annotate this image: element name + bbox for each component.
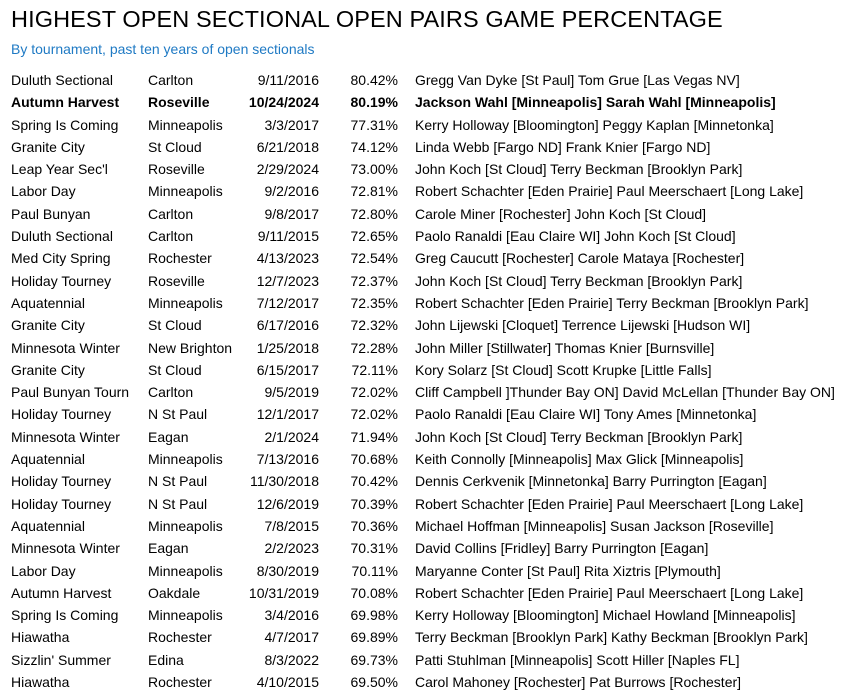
tournament-cell: Minnesota Winter: [11, 540, 120, 557]
percentage-cell: 80.42%: [350, 72, 398, 88]
tournament-cell: Minnesota Winter: [11, 428, 120, 445]
pair-cell: Michael Hoffman [Minneapolis] Susan Jackson [Roseville]: [415, 517, 774, 534]
date-cell: 12/7/2023: [256, 272, 319, 289]
percentage-cell: 72.54%: [350, 250, 398, 267]
location-cell: St Cloud: [148, 361, 202, 378]
tournament-cell: Aquatennial: [11, 451, 85, 468]
pair-cell: Robert Schachter [Eden Prairie] Paul Meerschaert [Long Lake]: [415, 183, 804, 200]
location-cell: Rochester: [148, 674, 212, 691]
date-cell: 10/24/2024: [248, 94, 319, 111]
pair-cell: John Koch [St Cloud] Terry Beckman [Brooklyn Park]: [415, 161, 743, 178]
percentage-cell: 72.80%: [350, 205, 398, 222]
table-row: [0, 91, 850, 113]
tournament-cell: Duluth Sectional: [11, 72, 113, 88]
pair-cell: John Koch [St Cloud] Terry Beckman [Brooklyn Park]: [415, 428, 743, 445]
percentage-cell: 69.73%: [350, 651, 398, 668]
table-row: [0, 493, 850, 515]
percentage-cell: 72.65%: [350, 228, 398, 245]
pair-cell: Jackson Wahl [Minneapolis] Sarah Wahl [Minneapolis]: [415, 94, 776, 111]
location-cell: Carlton: [148, 72, 194, 88]
table-row: [0, 203, 850, 225]
date-cell: 7/12/2017: [256, 294, 319, 311]
table-row: [0, 314, 850, 336]
location-cell: Roseville: [148, 161, 205, 178]
pair-cell: Paolo Ranaldi [Eau Claire WI] Tony Ames [Minnetonka]: [415, 406, 757, 423]
percentage-cell: 70.42%: [350, 473, 398, 490]
date-cell: 6/17/2016: [256, 317, 319, 334]
tournament-cell: Sizzlin' Summer: [11, 651, 111, 668]
percentage-cell: 72.35%: [350, 294, 398, 311]
date-cell: 4/10/2015: [256, 674, 319, 691]
tournament-cell: Holiday Tourney: [11, 406, 112, 423]
percentage-cell: 72.37%: [350, 272, 398, 289]
tournament-cell: Holiday Tourney: [11, 473, 112, 490]
pair-cell: Keith Connolly [Minneapolis] Max Glick [Minneapolis]: [415, 451, 744, 468]
date-cell: 9/11/2016: [257, 72, 319, 88]
tournament-cell: Granite City: [11, 361, 85, 378]
date-cell: 1/25/2018: [256, 339, 319, 356]
table-row: [0, 671, 850, 693]
percentage-cell: 73.00%: [350, 161, 398, 178]
location-cell: Rochester: [148, 250, 212, 267]
pair-cell: John Miller [Stillwater] Thomas Knier [Burnsville]: [415, 339, 715, 356]
location-cell: Roseville: [148, 94, 210, 111]
location-cell: N St Paul: [148, 495, 208, 512]
percentage-cell: 72.02%: [350, 406, 398, 423]
tournament-cell: Paul Bunyan: [11, 205, 91, 222]
date-cell: 6/21/2018: [256, 138, 319, 155]
pair-cell: John Koch [St Cloud] Terry Beckman [Brooklyn Park]: [415, 272, 743, 289]
pair-cell: Carole Miner [Rochester] John Koch [St Cloud]: [415, 205, 707, 222]
date-cell: 3/4/2016: [264, 607, 319, 624]
percentage-cell: 70.11%: [351, 562, 398, 579]
percentage-cell: 80.19%: [350, 94, 398, 111]
tournament-cell: Autumn Harvest: [11, 94, 120, 111]
pair-cell: Greg Caucutt [Rochester] Carole Mataya [Rochester]: [415, 250, 745, 267]
location-cell: Roseville: [148, 272, 205, 289]
percentage-cell: 72.32%: [350, 317, 398, 334]
table-row: [0, 470, 850, 492]
location-cell: Minneapolis: [148, 607, 223, 624]
pair-cell: Robert Schachter [Eden Prairie] Terry Beckman [Brooklyn Park]: [415, 294, 809, 311]
location-cell: Edina: [148, 651, 184, 668]
location-cell: Eagan: [148, 428, 189, 445]
tournament-cell: Autumn Harvest: [11, 584, 112, 601]
date-cell: 9/8/2017: [264, 205, 319, 222]
table-row: [0, 158, 850, 180]
percentage-cell: 69.50%: [350, 674, 398, 691]
pair-cell: Patti Stuhlman [Minneapolis] Scott Hiller [Naples FL]: [415, 651, 740, 668]
tournament-cell: Leap Year Sec'l: [11, 161, 108, 178]
tournament-cell: Aquatennial: [11, 294, 85, 311]
pair-cell: Carol Mahoney [Rochester] Pat Burrows [Rochester]: [415, 674, 742, 691]
tournament-cell: Labor Day: [11, 562, 76, 579]
tournament-cell: Hiawatha: [11, 674, 70, 691]
date-cell: 9/11/2015: [257, 228, 319, 245]
tournament-cell: Holiday Tourney: [11, 495, 112, 512]
date-cell: 12/1/2017: [256, 406, 319, 423]
percentage-cell: 70.08%: [350, 584, 398, 601]
pair-cell: Terry Beckman [Brooklyn Park] Kathy Beckman [Brooklyn Park]: [415, 629, 808, 646]
percentage-cell: 72.11%: [351, 361, 398, 378]
table-row: [0, 515, 850, 537]
table-row: [0, 626, 850, 648]
location-cell: Minneapolis: [148, 116, 223, 133]
percentage-cell: 77.31%: [350, 116, 398, 133]
table-row: [0, 270, 850, 292]
tournament-cell: Granite City: [11, 317, 85, 334]
location-cell: Carlton: [148, 384, 194, 401]
pair-cell: Paolo Ranaldi [Eau Claire WI] John Koch [St Cloud]: [415, 228, 736, 245]
pair-cell: Cliff Campbell ]Thunder Bay ON] David McLellan [Thunder Bay ON]: [415, 384, 835, 401]
percentage-cell: 70.39%: [350, 495, 398, 512]
pair-cell: Kory Solarz [St Cloud] Scott Krupke [Little Falls]: [415, 361, 712, 378]
date-cell: 11/30/2018: [249, 473, 319, 490]
date-cell: 9/2/2016: [264, 183, 319, 200]
table-row: [0, 359, 850, 381]
date-cell: 4/7/2017: [264, 629, 319, 646]
table-row: [0, 381, 850, 403]
date-cell: 8/3/2022: [264, 651, 319, 668]
location-cell: Minneapolis: [148, 451, 223, 468]
tournament-cell: Med City Spring: [11, 250, 111, 267]
date-cell: 3/3/2017: [264, 116, 319, 133]
table-row: [0, 69, 850, 91]
location-cell: N St Paul: [148, 473, 208, 490]
date-cell: 6/15/2017: [256, 361, 319, 378]
table-row: [0, 292, 850, 314]
pair-cell: John Lijewski [Cloquet] Terrence Lijewski [Hudson WI]: [415, 317, 751, 334]
date-cell: 12/6/2019: [256, 495, 319, 512]
percentage-cell: 70.36%: [350, 517, 398, 534]
location-cell: Minneapolis: [148, 294, 223, 311]
location-cell: Rochester: [148, 629, 212, 646]
percentage-cell: 72.81%: [350, 183, 398, 200]
table-row: [0, 560, 850, 582]
date-cell: 7/13/2016: [256, 451, 319, 468]
tournament-cell: Paul Bunyan Tourn: [11, 384, 130, 401]
percentage-cell: 74.12%: [350, 138, 398, 155]
pair-cell: David Collins [Fridley] Barry Purrington [Eagan]: [415, 540, 709, 557]
tournament-cell: Granite City: [11, 138, 85, 155]
percentage-cell: 72.28%: [350, 339, 398, 356]
location-cell: Carlton: [148, 205, 194, 222]
table-row: [0, 114, 850, 136]
date-cell: 9/5/2019: [264, 384, 319, 401]
page-subtitle: By tournament, past ten years of open sectionals: [11, 41, 315, 57]
pair-cell: Maryanne Conter [St Paul] Rita Xiztris [Plymouth]: [415, 562, 721, 579]
percentage-cell: 70.68%: [350, 451, 398, 468]
location-cell: Minneapolis: [148, 183, 223, 200]
table-row: [0, 337, 850, 359]
pair-cell: Linda Webb [Fargo ND] Frank Knier [Fargo ND]: [415, 138, 711, 155]
percentage-cell: 69.89%: [350, 629, 398, 646]
tournament-cell: Duluth Sectional: [11, 228, 113, 245]
table-row: [0, 403, 850, 425]
date-cell: 8/30/2019: [256, 562, 319, 579]
page-title: HIGHEST OPEN SECTIONAL OPEN PAIRS GAME PERCENTAGE: [11, 6, 723, 32]
table-row: [0, 604, 850, 626]
table-row: [0, 537, 850, 559]
pair-cell: Gregg Van Dyke [St Paul] Tom Grue [Las Vegas NV]: [415, 72, 740, 88]
pair-cell: Robert Schachter [Eden Prairie] Paul Meerschaert [Long Lake]: [415, 495, 804, 512]
date-cell: 4/13/2023: [256, 250, 319, 267]
tournament-cell: Labor Day: [11, 183, 76, 200]
location-cell: St Cloud: [148, 317, 202, 334]
tournament-cell: Spring Is Coming: [11, 607, 119, 624]
results-table: [0, 69, 850, 693]
table-row: [0, 136, 850, 158]
percentage-cell: 70.31%: [350, 540, 398, 557]
tournament-cell: Hiawatha: [11, 629, 70, 646]
location-cell: Minneapolis: [148, 517, 223, 534]
date-cell: 2/1/2024: [264, 428, 319, 445]
pair-cell: Kerry Holloway [Bloomington] Peggy Kaplan [Minnetonka]: [415, 116, 774, 133]
location-cell: St Cloud: [148, 138, 202, 155]
location-cell: Minneapolis: [148, 562, 223, 579]
date-cell: 10/31/2019: [248, 584, 319, 601]
tournament-cell: Spring Is Coming: [11, 116, 119, 133]
location-cell: Carlton: [148, 228, 194, 245]
tournament-cell: Aquatennial: [11, 517, 85, 534]
table-row: [0, 247, 850, 269]
date-cell: 2/29/2024: [256, 161, 319, 178]
table-row: [0, 225, 850, 247]
percentage-cell: 72.02%: [350, 384, 398, 401]
table-row: [0, 582, 850, 604]
location-cell: N St Paul: [148, 406, 208, 423]
tournament-cell: Minnesota Winter: [11, 339, 120, 356]
table-row: [0, 448, 850, 470]
table-row: [0, 180, 850, 202]
location-cell: Eagan: [148, 540, 189, 557]
location-cell: Oakdale: [148, 584, 201, 601]
tournament-cell: Holiday Tourney: [11, 272, 112, 289]
pair-cell: Robert Schachter [Eden Prairie] Paul Meerschaert [Long Lake]: [415, 584, 804, 601]
pair-cell: Kerry Holloway [Bloomington] Michael Howland [Minneapolis]: [415, 607, 796, 624]
date-cell: 2/2/2023: [264, 540, 319, 557]
date-cell: 7/8/2015: [264, 517, 319, 534]
percentage-cell: 69.98%: [350, 607, 398, 624]
table-row: [0, 649, 850, 671]
pair-cell: Dennis Cerkvenik [Minnetonka] Barry Purrington [Eagan]: [415, 473, 767, 490]
percentage-cell: 71.94%: [350, 428, 398, 445]
location-cell: New Brighton: [148, 339, 233, 356]
table-row: [0, 426, 850, 448]
